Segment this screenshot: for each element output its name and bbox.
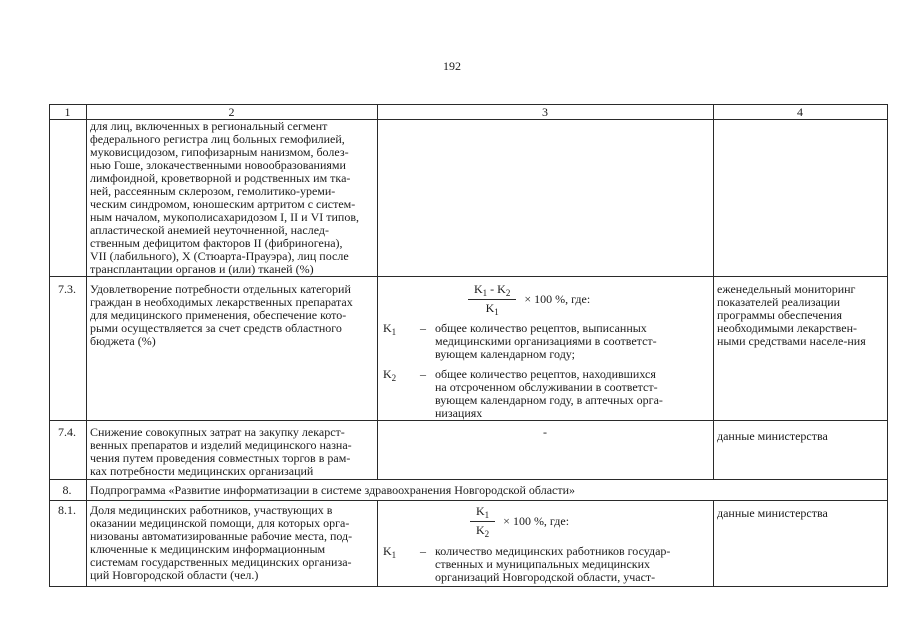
row-7-3-number: 7.3. [58,282,76,296]
row-8-1-formula-tail: × 100 %, где: [503,514,570,528]
row-7-3-fraction [468,283,516,316]
header-col-4: 4 [797,105,803,119]
row-7-3-formula-tail: × 100 %, где: [524,292,591,306]
row-8-1-definition-k1: $K_1$ – количество медицинских работников государ- ственных и муниципальных медицинских организаций Новгородской области, участ- [383,544,671,584]
row-cont-description: для лиц, включенных в региональный сегмент федерального регистра лиц больных гемофилией, муковисцидозом, гипофизарным нанизмом, болез- нью Гоше, злокачественными новообразованиями лимфоидной, кроветворной и родственных им тка- ней, рассеянным склерозом, гемолитико-уреми- ческим синдромом, юношеским артритом с систем- ным началом, мукополисахаридозом I, II и VI типов, апластической анемией неуточненной, наслед- ственным дефицитом факторов II (фибриногена), VII (лабильного), X (Стюарта-Прауэра), лиц после трансплантации органов и (или) тканей (%) [90,119,360,276]
row-7-3-definition-k2: $K_2$ – общее количество рецептов, находившихся на отсроченном обслуживании в соответст- вующем календарном году, в аптечных орга- низациях [383,367,663,420]
row-8-number: 8. [62,483,72,497]
row-7-3-description: Удовлетворение потребности отдельных категорий граждан в необходимых лекарственных препаратах для медицинского применения, обеспечение кото- рыми осуществляется за счет средств областного бюджета (%) [90,282,353,348]
row-8-1-fraction-numerator: $K_1$ [470,505,495,522]
header-col-3: 3 [542,105,548,119]
row-7-3-source: еженедельный мониторинг показателей реализации программы обеспечения необходимыми лекарствен- ными средствами населе-ния [717,282,866,348]
row-8-1-number: 8.1. [58,503,76,517]
row-8-1-fraction [470,505,495,538]
row-8-title: Подпрограмма «Развитие информатизации в системе здравоохранения Новгородской области» [90,483,576,497]
row-8-1-source: данные министерства [717,506,828,520]
row-7-3-fraction-denominator: $K_1$ [485,301,499,317]
row-8-1-description: Доля медицинских работников, участвующих в оказании медицинской помощи, для которых орга- низованы автоматизированные рабочие места, под- ключенные к медицинским информационным системам государственных медицинских организа- ций Новгородской области (чел.) [90,503,353,582]
row-7-3-formula [468,283,590,316]
row-7-4-formula: - [543,425,547,439]
row-8-1-formula [470,505,569,538]
row-7-4-source: данные министерства [717,429,828,443]
header-col-1: 1 [64,105,71,119]
row-7-3-definition-k1: $K_1$ – общее количество рецептов, выписанных медицинскими организациями в соответст- вующем календарном году; [383,321,657,361]
page-number: 192 [443,59,461,73]
header-col-2: 2 [228,105,235,119]
row-7-4-description: Снижение совокупных затрат на закупку лекарст- венных препаратов и изделий медицинского назна- чения путем проведения совместных торгов в рам- ках потребности медицинских организаций [90,425,352,478]
row-7-3-fraction-numerator: $K_1 - K_2$ [468,283,516,300]
row-7-4-number: 7.4. [58,425,76,439]
row-8-1-fraction-denominator: $K_2$ [476,523,490,539]
